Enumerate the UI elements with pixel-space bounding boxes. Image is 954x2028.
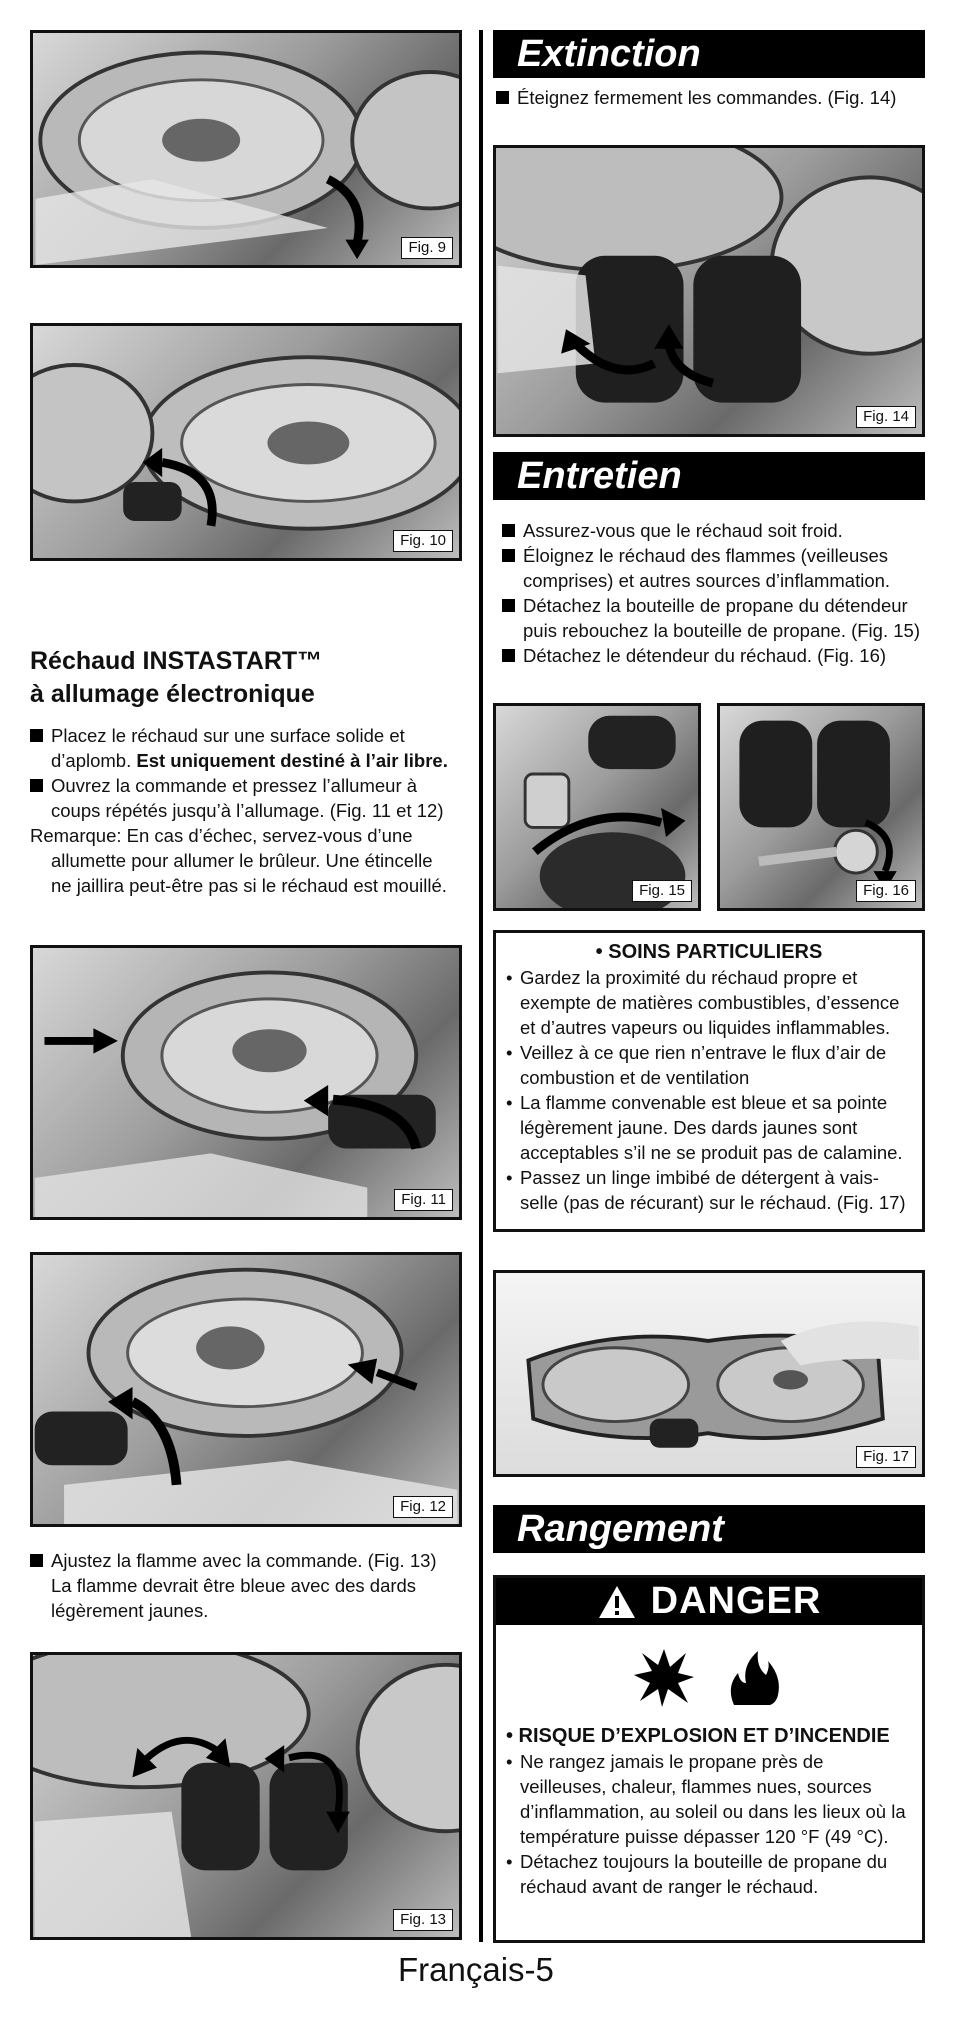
care-text: légèrement jaune. Des dards jaunes sont (520, 1117, 858, 1138)
figure-12 (30, 1252, 462, 1527)
remark-text: Remarque: En cas d’échec, servez-vous d’une (30, 825, 413, 846)
bullet-square (30, 1554, 43, 1567)
risk-text: température puisse dépasser 120 °F (49 °C). (520, 1826, 889, 1847)
bullet-square (502, 649, 515, 662)
bullet-item: Assurez-vous que le réchaud soit froid. (502, 518, 922, 543)
bullet-square (496, 91, 509, 104)
fire-icon (724, 1647, 784, 1707)
bullet-square (502, 524, 515, 537)
remark-text: allumette pour allumer le brûleur. Une étincelle (51, 850, 433, 871)
column-divider (479, 30, 483, 1942)
fig-16-label: Fig. 16 (856, 880, 916, 902)
adjust-instructions (30, 1548, 470, 1623)
stove-burner-illustration (33, 326, 459, 558)
maintenance-instructions (502, 518, 922, 668)
remark-text: ne jaillira peut-être pas si le réchaud est mouillé. (51, 875, 447, 896)
figure-13 (30, 1652, 462, 1940)
risk-text: réchaud avant de ranger le réchaud. (520, 1876, 819, 1897)
care-item: • La flamme convenable est bleue et sa pointe (506, 1092, 888, 1113)
figure-14 (493, 145, 925, 437)
bullet-item: Ouvrez la commande et pressez l’allumeur à (30, 773, 470, 798)
heading-line-2: à allumage électronique (30, 680, 315, 708)
stove-burner-illustration (33, 948, 459, 1217)
bullet-text: La flamme devrait être bleue avec des dards (51, 1575, 417, 1596)
fig-14-label: Fig. 14 (856, 406, 916, 428)
warning-triangle-icon (597, 1584, 637, 1620)
care-text: acceptables s’il ne se produit pas de calamine. (520, 1142, 903, 1163)
page-number: Français-5 (398, 1951, 554, 1988)
rangement-title: Rangement (493, 1505, 925, 1553)
entretien-title: Entretien (493, 452, 925, 500)
stove-controls-illustration (496, 148, 922, 434)
stove-cleaning-illustration (496, 1273, 922, 1474)
care-text: combustion et de ventilation (520, 1067, 750, 1088)
bullet-square (30, 729, 43, 742)
bullet-square (502, 549, 515, 562)
explosion-icon (634, 1647, 694, 1707)
risk-text: d’inflammation, au soleil ou dans les lieux où la (520, 1801, 906, 1822)
danger-title: DANGER (650, 1580, 822, 1622)
extinction-title: Extinction (493, 30, 925, 78)
stove-burner-illustration (33, 33, 459, 265)
extinction-instruction (496, 85, 896, 110)
bullet-item: Éteignez fermement les commandes. (Fig. 14) (496, 85, 896, 110)
heading-line-1: Réchaud INSTASTART™ (30, 647, 323, 675)
care-item: • Veillez à ce que rien n’entrave le flux d’air de (506, 1042, 887, 1063)
fig-9-label: Fig. 9 (401, 237, 453, 259)
figure-10 (30, 323, 462, 561)
bullet-square (30, 779, 43, 792)
fig-15-label: Fig. 15 (632, 880, 692, 902)
bullet-text: d’aplomb. (51, 750, 137, 771)
danger-box (493, 1575, 925, 1943)
figure-15 (493, 703, 701, 911)
special-care-title: • SOINS PARTICULIERS (595, 941, 823, 963)
ignition-instructions (30, 723, 470, 898)
outdoor-warning: Est uniquement destiné à l’air libre. (136, 750, 448, 771)
fig-13-label: Fig. 13 (393, 1909, 453, 1931)
figure-11 (30, 945, 462, 1220)
care-text: et d’autres vapeurs ou liquides inflammables. (520, 1017, 891, 1038)
fig-17-label: Fig. 17 (856, 1446, 916, 1468)
figure-16 (717, 703, 925, 911)
care-item: • Passez un linge imbibé de détergent à vais- (506, 1167, 879, 1188)
special-care-box (493, 930, 925, 1232)
stove-burner-illustration (33, 1255, 459, 1524)
figure-9 (30, 30, 462, 268)
section-heading (30, 645, 322, 711)
bullet-text: comprises) et autres sources d’inflammation. (523, 570, 891, 591)
bullet-text: puis rebouchez la bouteille de propane. (Fig. 15) (523, 620, 920, 641)
care-text: selle (pas de récurant) sur le réchaud. (Fig. 17) (520, 1192, 906, 1213)
bullet-item: Détachez la bouteille de propane du détendeur (502, 593, 922, 618)
care-item: • Gardez la proximité du réchaud propre et (506, 967, 858, 988)
danger-header (496, 1578, 922, 1625)
stove-burner-illustration (33, 1655, 459, 1937)
risk-title: • RISQUE D’EXPLOSION ET D’INCENDIE (506, 1725, 890, 1747)
fig-10-label: Fig. 10 (393, 530, 453, 552)
risk-text: veilleuses, chaleur, flammes nues, sources (520, 1776, 872, 1797)
bullet-item: Ajustez la flamme avec la commande. (Fig. 13) (30, 1548, 470, 1573)
figure-17 (493, 1270, 925, 1477)
bullet-item: Placez le réchaud sur une surface solide et (30, 723, 470, 748)
propane-bottle-illustration (496, 706, 698, 908)
care-text: exempte de matières combustibles, d’essence (520, 992, 900, 1013)
fig-11-label: Fig. 11 (394, 1189, 453, 1211)
bullet-square (502, 599, 515, 612)
bullet-item: Éloignez le réchaud des flammes (veilleuses (502, 543, 922, 568)
bullet-text: légèrement jaunes. (51, 1600, 209, 1621)
bullet-text: coups répétés jusqu’à l’allumage. (Fig. 11 et 12) (51, 800, 444, 821)
fig-12-label: Fig. 12 (393, 1496, 453, 1518)
bullet-item: Détachez le détendeur du réchaud. (Fig. 16) (502, 643, 922, 668)
regulator-illustration (720, 706, 922, 908)
risk-item: • Détachez toujours la bouteille de propane du (506, 1851, 888, 1872)
risk-item: • Ne rangez jamais le propane près de (506, 1751, 824, 1772)
